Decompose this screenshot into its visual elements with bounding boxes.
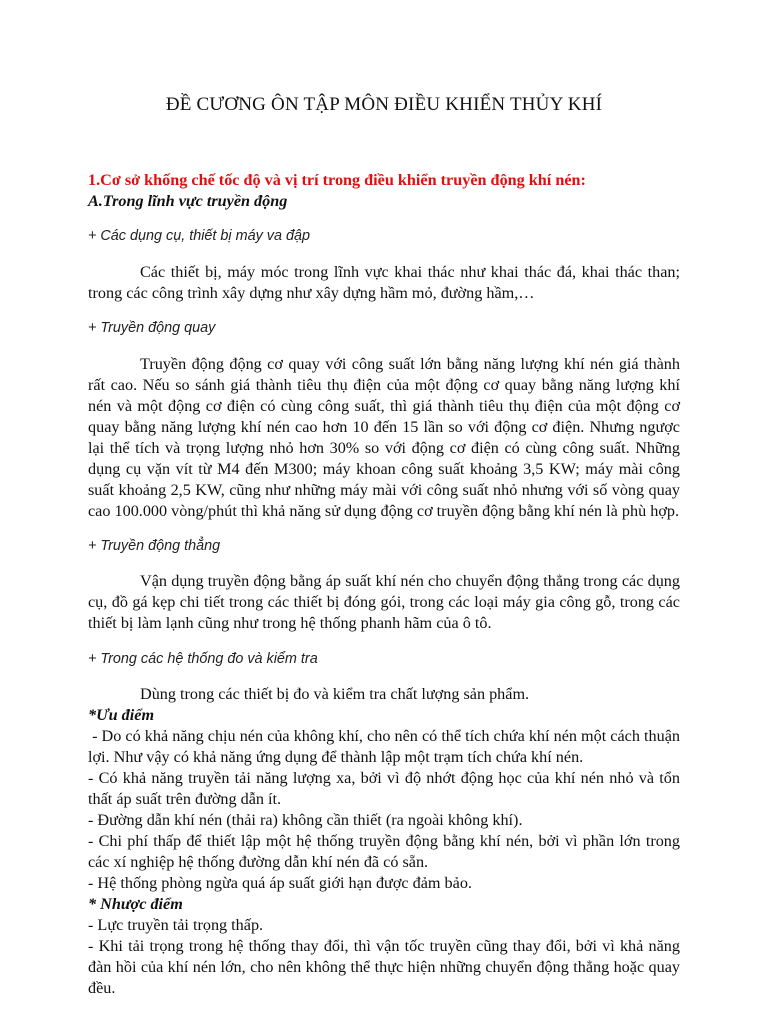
advantage-item: - Do có khả năng chịu nén của không khí, cho nên có thể tích chứa khí nén một cách thuận lợi. Như vậy có khả năng ứng dụng để thành lập một trạm tích chứa khí nén. <box>88 727 685 767</box>
item-4-paragraph: Dùng trong các thiết bị đo và kiểm tra chất lượng sản phẩm. <box>140 685 530 704</box>
disadvantage-item: - Lực truyền tải trọng thấp. <box>88 916 264 935</box>
item-4-label: + Trong các hệ thống đo và kiểm tra <box>88 650 318 667</box>
item-3-paragraph: Vận dụng truyền động bằng áp suất khí nén cho chuyển động thẳng trong các dụng cụ, đồ gá kẹp chi tiết trong các thiết bị đóng gói, trong các loại máy gia công gỗ, trong các thiết bị làm lạnh cũng như trong hệ thống phanh hãm của ô tô. <box>88 572 680 633</box>
item-1-label: + Các dụng cụ, thiết bị máy va đập <box>88 228 310 245</box>
disadvantage-item: - Khi tải trọng trong hệ thống thay đổi, thì vận tốc truyền cũng thay đổi, bởi vì khả năng đàn hồi của khí nén lớn, cho nên không thể thực hiện những chuyển động thẳng hoặc quay đều. <box>88 937 680 998</box>
document-title: ĐỀ CƯƠNG ÔN TẬP MÔN ĐIỀU KHIỂN THỦY KHÍ <box>165 94 603 115</box>
item-1-paragraph: Các thiết bị, máy móc trong lĩnh vực khai thác như khai thác đá, khai thác than; trong các công trình xây dựng như xây dựng hầm mỏ, đường hầm,… <box>88 262 680 302</box>
item-3-label: + Truyền động thẳng <box>88 537 221 554</box>
document-page <box>88 92 685 999</box>
subsection-a-heading: A.Trong lĩnh vực truyền động <box>88 192 288 210</box>
advantages-heading: *Ưu điểm <box>88 706 155 725</box>
disadvantages-heading: * Nhược điểm <box>88 895 183 914</box>
section-1-heading: 1.Cơ sở khống chế tốc độ và vị trí trong điều khiển truyền động khí nén: <box>88 171 586 189</box>
advantage-item: - Hệ thống phòng ngừa quá áp suất giới hạn được đảm bảo. <box>88 874 472 893</box>
advantage-item: - Có khả năng truyền tải năng lượng xa, bởi vì độ nhớt động học của khí nén nhỏ và tổn thất áp suất trên đường dẫn ít. <box>88 769 680 809</box>
item-2-paragraph: Truyền động động cơ quay với công suất lớn bằng năng lượng khí nén giá thành rất cao. Nếu so sánh giá thành tiêu thụ điện của một động cơ quay bằng năng lượng khí nén và một động cơ điện có cùng công suất, thì giá thành tiêu thụ điện của một động cơ quay bằng năng lượng khí nén cao hơn 10 đến 15 lần so với động cơ điện. Nhưng ngược lại thể tích và trọng lượng nhỏ hơn 30% so với động cơ điện có cùng công suất. Những dụng cụ vặn vít từ M4 đến M300; máy khoan công suất khoảng 3,5 KW; máy mài công suất khoảng 2,5 KW, cũng như những máy mài với công suất nhỏ nhưng với số vòng quay cao 100.000 vòng/phút thì khả năng sử dụng động cơ truyền động bằng khí nén là phù hợp. <box>88 354 680 520</box>
advantage-item: - Chi phí thấp để thiết lập một hệ thống truyền động bằng khí nén, bởi vì phần lớn trong các xí nghiệp hệ thống đường dẫn khí nén đã có sẵn. <box>88 832 680 872</box>
advantage-item: - Đường dẫn khí nén (thải ra) không cần thiết (ra ngoài không khí). <box>88 811 523 830</box>
item-2-label: + Truyền động quay <box>88 320 216 337</box>
